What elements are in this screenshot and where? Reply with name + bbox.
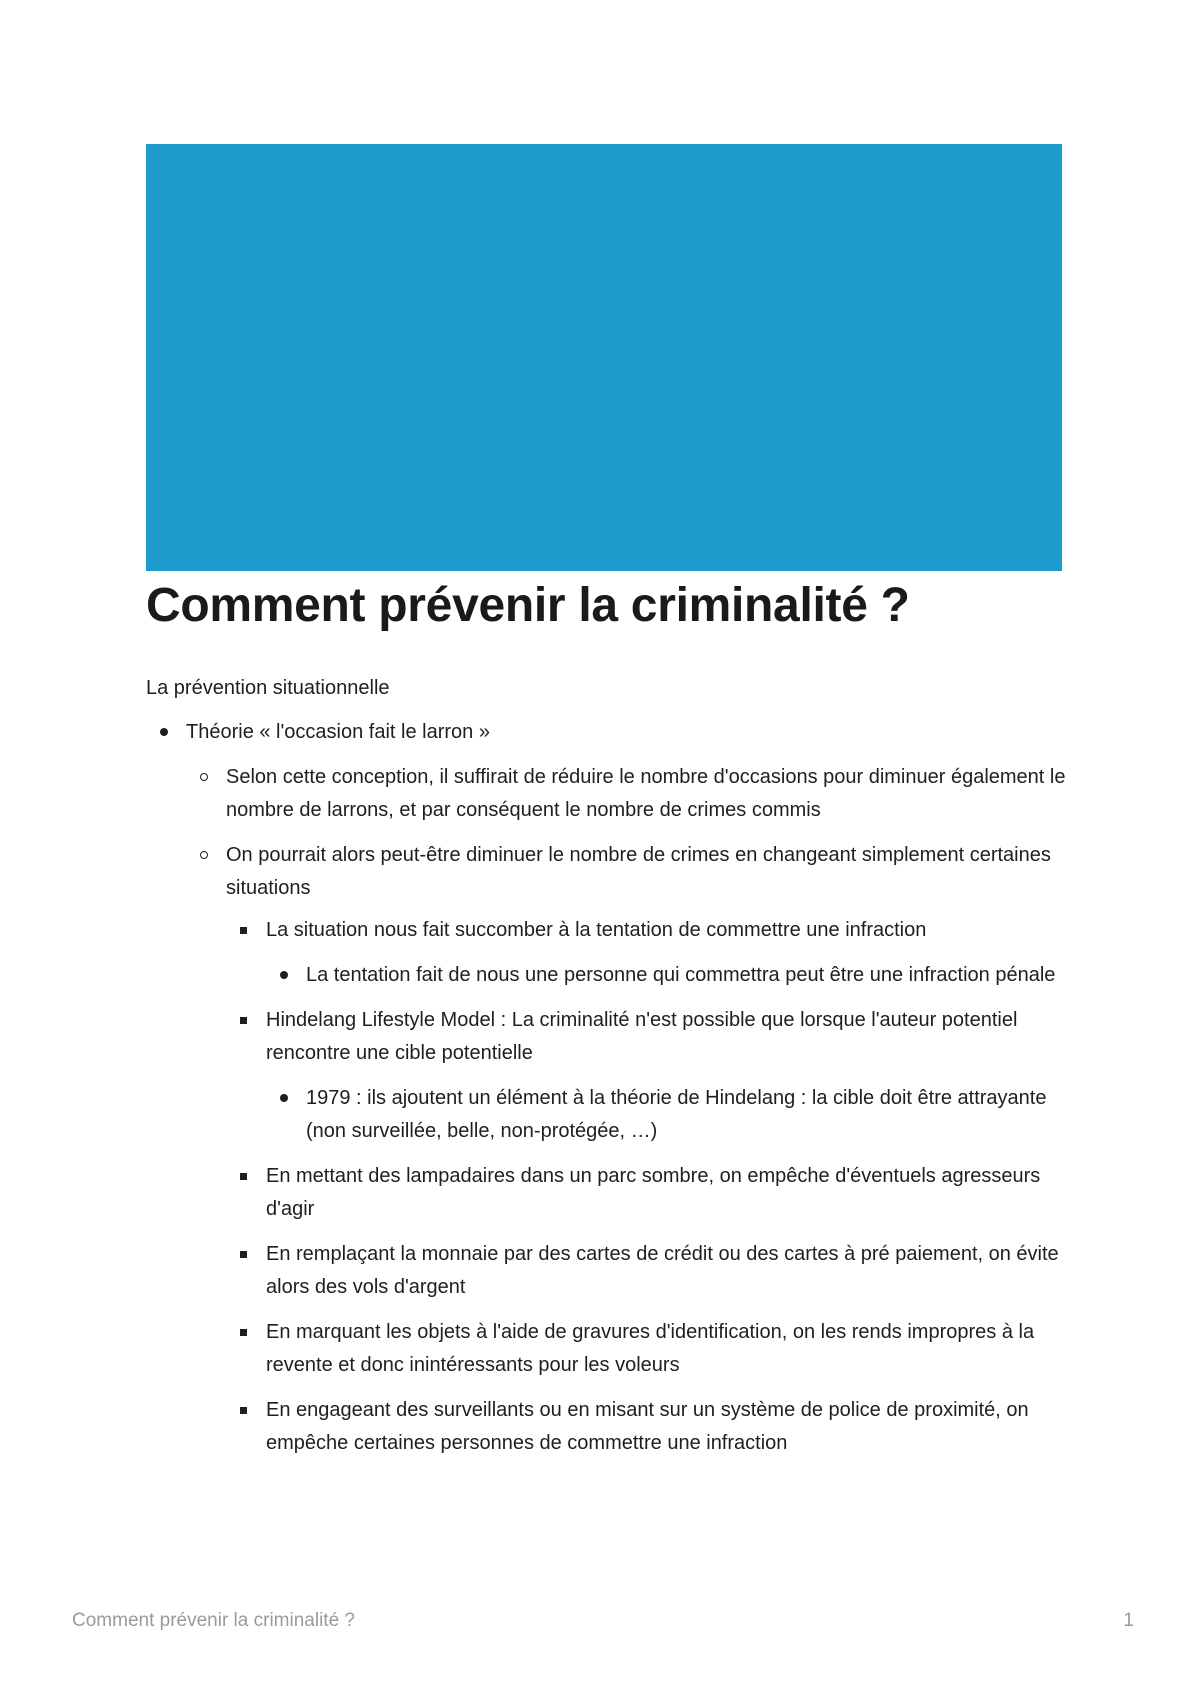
list-item-text: Hindelang Lifestyle Model : La criminalité n'est possible que lorsque l'auteur potentiel rencontre une cible potentielle	[266, 1009, 1018, 1064]
list-item-text: En remplaçant la monnaie par des cartes de crédit ou des cartes à pré paiement, on évite alors des vols d'argent	[266, 1243, 1059, 1298]
bullet-circle-icon	[200, 773, 208, 781]
bullet-list-level-3	[226, 914, 1066, 1460]
section-intro: La prévention situationnelle	[146, 677, 390, 699]
bullet-square-icon	[240, 1251, 247, 1258]
footer-page-number: 1	[1123, 1610, 1134, 1631]
cover-banner	[146, 144, 1062, 571]
bullet-list-level-1	[146, 716, 1066, 1460]
bullet-square-icon	[240, 927, 247, 934]
bullet-square-icon	[240, 1329, 247, 1336]
bullet-square-icon	[240, 1017, 247, 1024]
list-item	[186, 839, 1066, 1460]
list-item-text: 1979 : ils ajoutent un élément à la théorie de Hindelang : la cible doit être attrayante (non surveillée, belle, non-protégée, …)	[306, 1087, 1047, 1142]
list-item-text: La tentation fait de nous une personne qui commettra peut être une infraction pénale	[306, 964, 1056, 986]
bullet-list-level-2	[186, 761, 1066, 1460]
page-title: Comment prévenir la criminalité ?	[146, 579, 910, 632]
bullet-list-level-4	[266, 1082, 1066, 1148]
list-item-text: Théorie « l'occasion fait le larron »	[186, 721, 490, 743]
list-item-text: Selon cette conception, il suffirait de réduire le nombre d'occasions pour diminuer également le nombre de larrons, et par conséquent le nombre de crimes commis	[226, 766, 1066, 821]
bullet-dot-icon	[280, 971, 288, 979]
bullet-square-icon	[240, 1173, 247, 1180]
list-item	[266, 1082, 1066, 1148]
list-item-text: La situation nous fait succomber à la tentation de commettre une infraction	[266, 919, 927, 941]
list-item	[146, 716, 1066, 1460]
bullet-dot-icon	[160, 728, 168, 736]
bullet-circle-icon	[200, 851, 208, 859]
list-item	[226, 1316, 1066, 1382]
bullet-square-icon	[240, 1407, 247, 1414]
bullet-dot-icon	[280, 1094, 288, 1102]
list-item	[226, 1238, 1066, 1304]
bullet-list-level-4	[266, 959, 1066, 992]
list-item-text: En engageant des surveillants ou en misant sur un système de police de proximité, on empêche certaines personnes de commettre une infraction	[266, 1399, 1029, 1454]
list-item-text: En marquant les objets à l'aide de gravures d'identification, on les rends impropres à la revente et donc inintéressants pour les voleurs	[266, 1321, 1035, 1376]
document-body	[146, 672, 1066, 1472]
list-item	[226, 914, 1066, 992]
list-item	[226, 1160, 1066, 1226]
list-item-text: En mettant des lampadaires dans un parc sombre, on empêche d'éventuels agresseurs d'agir	[266, 1165, 1041, 1220]
footer-document-title: Comment prévenir la criminalité ?	[72, 1610, 355, 1631]
list-item	[186, 761, 1066, 827]
list-item-text: On pourrait alors peut-être diminuer le nombre de crimes en changeant simplement certaines situations	[226, 844, 1051, 899]
list-item	[226, 1394, 1066, 1460]
list-item	[266, 959, 1066, 992]
list-item	[226, 1004, 1066, 1148]
